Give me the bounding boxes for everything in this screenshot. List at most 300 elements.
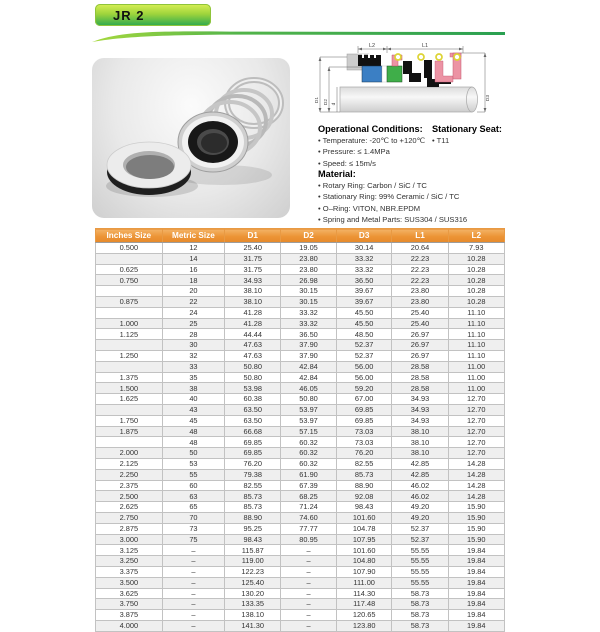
table-cell: 107.95 — [336, 534, 392, 545]
table-cell: 2.125 — [96, 458, 163, 469]
table-cell: 19.84 — [448, 588, 505, 599]
table-cell: 50.80 — [225, 372, 281, 383]
table-cell: 2.000 — [96, 448, 163, 459]
table-cell: 20.64 — [392, 243, 448, 254]
table-cell: 133.35 — [225, 599, 281, 610]
table-cell: 95.25 — [225, 523, 281, 534]
table-cell: 19.84 — [448, 556, 505, 567]
table-cell: 59.20 — [336, 383, 392, 394]
operational-conditions-block — [318, 124, 430, 171]
table-row — [96, 469, 505, 480]
table-cell: 15.90 — [448, 523, 505, 534]
table-cell: 28.58 — [392, 361, 448, 372]
table-cell: 1.875 — [96, 426, 163, 437]
spec-item: • T11 — [432, 137, 502, 145]
table-row — [96, 523, 505, 534]
table-cell: 56.00 — [336, 372, 392, 383]
table-cell: 24 — [162, 307, 225, 318]
table-cell: 28.58 — [392, 383, 448, 394]
table-cell: 38.10 — [392, 448, 448, 459]
table-cell: 69.85 — [336, 404, 392, 415]
table-cell: – — [281, 556, 337, 567]
column-header-l2: L2 — [448, 229, 505, 243]
spec-item: • Spring and Metal Parts: SUS304 / SUS316 — [318, 216, 518, 224]
seal-gap-shape — [382, 66, 387, 82]
table-cell: 40 — [162, 394, 225, 405]
page-title: JR 2 — [113, 7, 145, 23]
stationary-seat-block — [432, 124, 502, 148]
table-cell: 1.500 — [96, 383, 163, 394]
table-cell: 60 — [162, 480, 225, 491]
table-cell: 22.23 — [392, 264, 448, 275]
label-d-small: d — [332, 102, 337, 106]
table-cell: 104.80 — [336, 556, 392, 567]
table-row — [96, 296, 505, 307]
table-row — [96, 480, 505, 491]
table-cell: 125.40 — [225, 577, 281, 588]
packing-shape — [358, 54, 381, 66]
table-cell: 34.93 — [392, 394, 448, 405]
table-cell: 37.90 — [281, 340, 337, 351]
table-cell: 23.80 — [281, 253, 337, 264]
table-cell: 39.67 — [336, 286, 392, 297]
table-cell — [96, 437, 163, 448]
table-cell: 37.90 — [281, 350, 337, 361]
table-cell: 101.60 — [336, 512, 392, 523]
table-cell: 26.97 — [392, 329, 448, 340]
table-cell: 70 — [162, 512, 225, 523]
table-cell: 46.02 — [392, 491, 448, 502]
table-cell — [96, 340, 163, 351]
column-header-d1: D1 — [225, 229, 281, 243]
table-cell: 60.32 — [281, 448, 337, 459]
table-cell: 61.90 — [281, 469, 337, 480]
table-cell: 22.23 — [392, 253, 448, 264]
table-cell: 53.98 — [225, 383, 281, 394]
table-cell: 15.90 — [448, 534, 505, 545]
table-cell: 22.23 — [392, 275, 448, 286]
table-cell: 38.10 — [392, 426, 448, 437]
table-cell: 2.250 — [96, 469, 163, 480]
table-row — [96, 361, 505, 372]
page-title-badge — [95, 4, 211, 26]
table-cell: 2.875 — [96, 523, 163, 534]
table-cell: 25 — [162, 318, 225, 329]
table-cell — [96, 404, 163, 415]
table-cell: 55 — [162, 469, 225, 480]
table-cell: 104.78 — [336, 523, 392, 534]
table-cell: 36.50 — [336, 275, 392, 286]
product-photo — [92, 58, 290, 218]
table-cell: 10.28 — [448, 286, 505, 297]
table-cell: 50 — [162, 448, 225, 459]
table-row — [96, 426, 505, 437]
table-cell: 42.84 — [281, 372, 337, 383]
table-cell: 26.97 — [392, 350, 448, 361]
column-header-metric-size: Metric Size — [162, 229, 225, 243]
table-cell: 19.84 — [448, 610, 505, 621]
table-cell: 41.28 — [225, 307, 281, 318]
table-row — [96, 610, 505, 621]
label-d1: D1 — [315, 96, 320, 104]
table-cell: 45.50 — [336, 318, 392, 329]
table-cell: – — [162, 620, 225, 631]
column-header-d2: D2 — [281, 229, 337, 243]
table-cell: 11.10 — [448, 350, 505, 361]
table-cell: 53.97 — [281, 415, 337, 426]
table-cell: 2.625 — [96, 502, 163, 513]
table-cell: – — [281, 599, 337, 610]
table-header-row — [96, 229, 505, 243]
table-cell: 45.50 — [336, 307, 392, 318]
table-cell: 39.67 — [336, 296, 392, 307]
table-cell: 123.80 — [336, 620, 392, 631]
table-cell — [96, 307, 163, 318]
table-cell: 19.84 — [448, 577, 505, 588]
table-cell: 1.125 — [96, 329, 163, 340]
table-cell: 50.80 — [225, 361, 281, 372]
material-title: Material: — [318, 169, 356, 179]
table-cell: 69.85 — [225, 448, 281, 459]
table-row — [96, 545, 505, 556]
spec-item: • Pressure: ≤ 1.4MPa — [318, 148, 430, 156]
table-cell: 77.77 — [281, 523, 337, 534]
column-header-d3: D3 — [336, 229, 392, 243]
table-row — [96, 318, 505, 329]
table-cell: 32 — [162, 350, 225, 361]
table-cell: 38.10 — [225, 296, 281, 307]
table-cell: 43 — [162, 404, 225, 415]
table-cell: 114.30 — [336, 588, 392, 599]
table-cell: 49.20 — [392, 512, 448, 523]
table-cell: 63 — [162, 491, 225, 502]
table-cell: 11.10 — [448, 329, 505, 340]
label-l2: L2 — [368, 43, 376, 49]
table-cell: 0.500 — [96, 243, 163, 254]
table-cell: 25.40 — [392, 307, 448, 318]
table-cell: 35 — [162, 372, 225, 383]
label-d2: D2 — [324, 98, 329, 106]
table-cell: 76.20 — [336, 448, 392, 459]
table-cell: – — [281, 577, 337, 588]
table-cell: 28.58 — [392, 372, 448, 383]
table-row — [96, 329, 505, 340]
table-cell: 19.84 — [448, 599, 505, 610]
table-cell: 53 — [162, 458, 225, 469]
table-cell: 23.80 — [392, 286, 448, 297]
table-cell: 12.70 — [448, 404, 505, 415]
table-cell: 12.70 — [448, 426, 505, 437]
table-row — [96, 286, 505, 297]
table-cell: 46.05 — [281, 383, 337, 394]
table-cell: 14.28 — [448, 480, 505, 491]
table-cell: 15.90 — [448, 512, 505, 523]
table-row — [96, 458, 505, 469]
table-cell: 122.23 — [225, 566, 281, 577]
spec-item: • Stationary Ring: 99% Ceramic / SiC / TC — [318, 193, 518, 201]
table-cell: 120.65 — [336, 610, 392, 621]
table-cell: 3.500 — [96, 577, 163, 588]
table-cell: 26.97 — [392, 340, 448, 351]
table-cell: – — [281, 588, 337, 599]
table-cell: 11.00 — [448, 383, 505, 394]
table-cell: – — [162, 599, 225, 610]
table-cell: 2.500 — [96, 491, 163, 502]
table-cell: 11.00 — [448, 361, 505, 372]
table-cell: 85.73 — [336, 469, 392, 480]
table-cell: 65 — [162, 502, 225, 513]
table-row — [96, 556, 505, 567]
table-row — [96, 340, 505, 351]
spec-item: • Rotary Ring: Carbon / SiC / TC — [318, 182, 518, 190]
table-cell: 115.87 — [225, 545, 281, 556]
table-cell: 3.750 — [96, 599, 163, 610]
table-cell: 1.000 — [96, 318, 163, 329]
table-cell: 85.73 — [225, 491, 281, 502]
table-cell: 19.84 — [448, 545, 505, 556]
table-row — [96, 383, 505, 394]
table-cell: 30.15 — [281, 286, 337, 297]
table-cell: 48 — [162, 426, 225, 437]
table-cell: 1.750 — [96, 415, 163, 426]
table-cell: 60.38 — [225, 394, 281, 405]
table-cell: 12.70 — [448, 394, 505, 405]
table-cell: 3.125 — [96, 545, 163, 556]
table-cell: 31.75 — [225, 264, 281, 275]
table-cell: 42.85 — [392, 458, 448, 469]
table-row — [96, 577, 505, 588]
table-cell: 55.55 — [392, 577, 448, 588]
table-cell: 63.50 — [225, 404, 281, 415]
table-cell: 28 — [162, 329, 225, 340]
table-row — [96, 620, 505, 631]
operational-conditions-title: Operational Conditions: — [318, 124, 423, 134]
table-cell: 33 — [162, 361, 225, 372]
table-cell: 34.93 — [392, 415, 448, 426]
table-cell: 58.73 — [392, 620, 448, 631]
table-row — [96, 491, 505, 502]
table-row — [96, 253, 505, 264]
table-cell: – — [162, 556, 225, 567]
table-row — [96, 394, 505, 405]
table-cell: 42.85 — [392, 469, 448, 480]
dimension-table — [95, 228, 505, 632]
table-cell: 66.68 — [225, 426, 281, 437]
table-cell: 22 — [162, 296, 225, 307]
table-cell: – — [281, 610, 337, 621]
bellows-shape — [403, 60, 451, 87]
table-cell: 2.750 — [96, 512, 163, 523]
table-cell: 71.24 — [281, 502, 337, 513]
table-cell: 74.60 — [281, 512, 337, 523]
table-row — [96, 404, 505, 415]
table-cell: 47.63 — [225, 340, 281, 351]
table-cell: 11.00 — [448, 372, 505, 383]
table-cell: 19.84 — [448, 566, 505, 577]
table-cell: 38.10 — [225, 286, 281, 297]
table-cell: 38.10 — [392, 437, 448, 448]
table-row — [96, 599, 505, 610]
column-header-inches-size: Inches Size — [96, 229, 163, 243]
table-cell: 30.15 — [281, 296, 337, 307]
table-cell: 33.32 — [336, 264, 392, 275]
table-cell: 98.43 — [225, 534, 281, 545]
table-cell: 85.73 — [225, 502, 281, 513]
spec-item: • O–Ring: VITON, NBR.EPDM — [318, 205, 518, 213]
table-cell: 3.000 — [96, 534, 163, 545]
table-cell: 1.375 — [96, 372, 163, 383]
table-cell — [96, 253, 163, 264]
table-cell: 55.55 — [392, 545, 448, 556]
table-cell: 36.50 — [281, 329, 337, 340]
table-cell: 67.39 — [281, 480, 337, 491]
table-cell: 12.70 — [448, 415, 505, 426]
table-cell: 1.250 — [96, 350, 163, 361]
table-cell: 141.30 — [225, 620, 281, 631]
table-cell: 31.75 — [225, 253, 281, 264]
table-cell: 73.03 — [336, 437, 392, 448]
stationary-seat-list — [432, 137, 502, 145]
table-cell: 25.40 — [392, 318, 448, 329]
table-row — [96, 566, 505, 577]
table-cell: 68.25 — [281, 491, 337, 502]
table-cell: 130.20 — [225, 588, 281, 599]
table-cell — [96, 286, 163, 297]
table-cell: 38 — [162, 383, 225, 394]
table-cell: 56.00 — [336, 361, 392, 372]
table-cell: 73.03 — [336, 426, 392, 437]
table-row — [96, 415, 505, 426]
table-cell: 119.00 — [225, 556, 281, 567]
table-cell: 138.10 — [225, 610, 281, 621]
table-cell: 14.28 — [448, 469, 505, 480]
table-cell: 67.00 — [336, 394, 392, 405]
table-cell: 18 — [162, 275, 225, 286]
table-cell: 69.85 — [225, 437, 281, 448]
material-list — [318, 182, 518, 224]
table-row — [96, 588, 505, 599]
label-l1: L1 — [421, 43, 429, 49]
table-cell: 33.32 — [336, 253, 392, 264]
table-cell: 3.375 — [96, 566, 163, 577]
table-cell: – — [281, 566, 337, 577]
table-cell: 53.97 — [281, 404, 337, 415]
table-cell: – — [281, 620, 337, 631]
table-cell: 49.20 — [392, 502, 448, 513]
table-row — [96, 350, 505, 361]
table-cell: 10.28 — [448, 275, 505, 286]
table-cell: 76.20 — [225, 458, 281, 469]
table-cell: 0.625 — [96, 264, 163, 275]
table-cell: 14.28 — [448, 491, 505, 502]
table-cell: 50.80 — [281, 394, 337, 405]
table-cell: 88.90 — [336, 480, 392, 491]
table-cell: 23.80 — [392, 296, 448, 307]
table-cell: – — [162, 566, 225, 577]
shaft-shape — [340, 87, 478, 112]
table-cell — [96, 361, 163, 372]
table-cell: 26.98 — [281, 275, 337, 286]
table-cell: 11.10 — [448, 307, 505, 318]
table-cell: 34.93 — [392, 404, 448, 415]
table-cell: 73 — [162, 523, 225, 534]
table-cell: 34.93 — [225, 275, 281, 286]
table-row — [96, 243, 505, 254]
table-cell: 82.55 — [336, 458, 392, 469]
table-row — [96, 512, 505, 523]
table-cell: 7.93 — [448, 243, 505, 254]
table-cell: 12.70 — [448, 448, 505, 459]
spring-seat-shape — [435, 61, 453, 82]
table-cell: 30.14 — [336, 243, 392, 254]
column-header-l1: L1 — [392, 229, 448, 243]
table-cell: 58.73 — [392, 610, 448, 621]
table-cell: 10.28 — [448, 264, 505, 275]
table-cell: 48.50 — [336, 329, 392, 340]
table-row — [96, 275, 505, 286]
table-cell: 30 — [162, 340, 225, 351]
table-cell: 58.73 — [392, 588, 448, 599]
table-cell: 2.375 — [96, 480, 163, 491]
table-cell: – — [162, 577, 225, 588]
operational-conditions-list — [318, 137, 430, 168]
seal-photo-illustration — [92, 58, 290, 218]
table-cell: 107.90 — [336, 566, 392, 577]
stationary-ring-shape — [362, 66, 382, 82]
rotary-ring-shape — [387, 66, 402, 82]
table-cell: 75 — [162, 534, 225, 545]
table-cell: 79.38 — [225, 469, 281, 480]
table-cell: 3.875 — [96, 610, 163, 621]
table-cell: 1.625 — [96, 394, 163, 405]
table-cell: 47.63 — [225, 350, 281, 361]
stationary-seat-title: Stationary Seat: — [432, 124, 502, 134]
table-cell: 3.625 — [96, 588, 163, 599]
table-cell: 48 — [162, 437, 225, 448]
table-cell: 19.05 — [281, 243, 337, 254]
table-cell: 12 — [162, 243, 225, 254]
table-cell: 25.40 — [225, 243, 281, 254]
table-cell: – — [162, 545, 225, 556]
table-cell: 33.32 — [281, 318, 337, 329]
table-cell: 92.08 — [336, 491, 392, 502]
table-cell: – — [162, 588, 225, 599]
table-row — [96, 264, 505, 275]
table-cell: – — [281, 545, 337, 556]
table-cell: 45 — [162, 415, 225, 426]
table-cell: 44.44 — [225, 329, 281, 340]
spec-item: • Temperature: -20℃ to +120℃ — [318, 137, 430, 145]
dimension-table-body — [96, 243, 505, 632]
table-cell: 101.60 — [336, 545, 392, 556]
table-row — [96, 534, 505, 545]
table-cell: 3.250 — [96, 556, 163, 567]
seal-cross-section-diagram — [300, 40, 505, 122]
table-cell: 52.37 — [392, 534, 448, 545]
table-row — [96, 448, 505, 459]
table-cell: 19.84 — [448, 620, 505, 631]
table-cell: 117.48 — [336, 599, 392, 610]
table-cell: 15.90 — [448, 502, 505, 513]
label-d3: D3 — [486, 94, 491, 102]
table-cell: – — [162, 610, 225, 621]
table-cell: 41.28 — [225, 318, 281, 329]
table-cell: 10.28 — [448, 253, 505, 264]
table-row — [96, 307, 505, 318]
table-cell: 4.000 — [96, 620, 163, 631]
table-cell: 57.15 — [281, 426, 337, 437]
table-cell: 16 — [162, 264, 225, 275]
